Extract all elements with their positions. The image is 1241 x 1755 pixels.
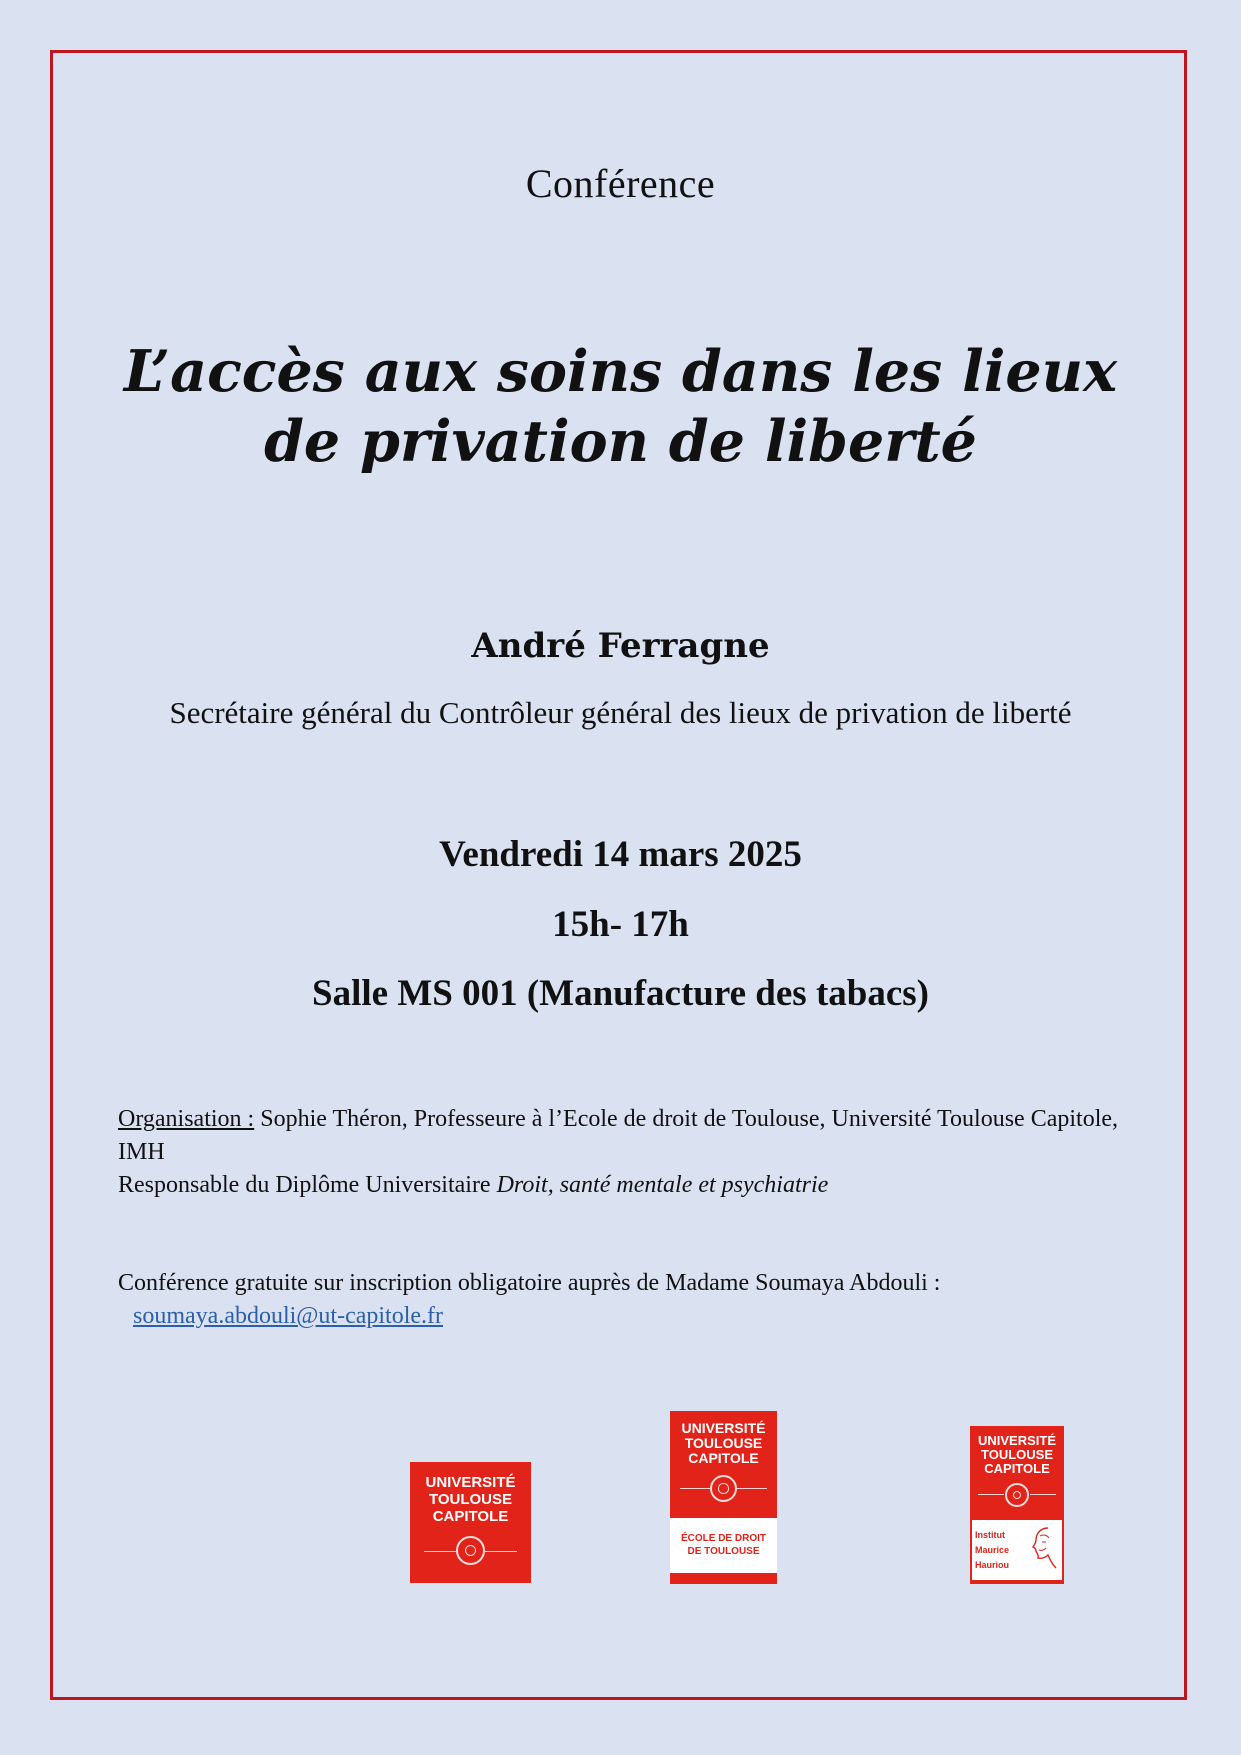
organisation-text: Sophie Théron, Professeure à l’Ecole de droit de Toulouse, Université Toulouse Capitole, IMH: [118, 1106, 1119, 1165]
ecole-de-droit-logo: [670, 1411, 777, 1584]
imh-label: Institut Maurice Hauriou: [972, 1520, 1062, 1580]
university-seal-icon: [710, 1475, 737, 1502]
ecole-de-droit-logo-wordmark: UNIVERSITÉ TOULOUSE CAPITOLE: [681, 1420, 766, 1466]
university-seal-icon: [456, 1536, 485, 1565]
event-place: Salle MS 001 (Manufacture des tabacs): [312, 973, 929, 1014]
imh-logo: [970, 1426, 1064, 1584]
diploma-prefix: Responsable du Diplôme Universitaire: [118, 1172, 497, 1198]
organisation-label: Organisation :: [118, 1106, 255, 1132]
logo-rule-right: [737, 1488, 767, 1489]
event-title-line-2: de privation de liberté: [264, 408, 977, 475]
diploma-name: Droit, santé mentale et psychiatrie: [496, 1172, 829, 1198]
event-type: Conférence: [525, 161, 716, 206]
logo-rule-left: [424, 1551, 456, 1552]
event-date: Vendredi 14 mars 2025: [439, 834, 802, 875]
logo-rule-left: [680, 1488, 710, 1489]
logo-rule-right: [1030, 1494, 1056, 1495]
imh-logo-wordmark: UNIVERSITÉ TOULOUSE CAPITOLE: [977, 1433, 1056, 1476]
logo-rule-left: [978, 1494, 1004, 1495]
hauriou-portrait-icon: [1028, 1524, 1058, 1572]
event-title-line-1: L’accès aux soins dans les lieux: [123, 338, 1118, 405]
speaker-role: Secrétaire général du Contrôleur général des lieux de privation de liberté: [169, 695, 1072, 730]
organisation-block: [118, 1103, 1138, 1202]
ut-capitole-logo-wordmark: UNIVERSITÉ TOULOUSE CAPITOLE: [425, 1474, 516, 1525]
ecole-de-droit-label: ÉCOLE DE DROIT DE TOULOUSE: [670, 1518, 777, 1573]
speaker-name: André Ferragne: [471, 626, 770, 666]
event-title: [0, 337, 1241, 477]
logo-rule-right: [485, 1551, 517, 1552]
university-seal-icon: [1005, 1483, 1029, 1507]
ut-capitole-logo: [410, 1462, 531, 1583]
event-time: 15h- 17h: [552, 904, 689, 945]
registration-block: [118, 1267, 1138, 1333]
registration-text: Conférence gratuite sur inscription obligatoire auprès de Madame Soumaya Abdouli :: [118, 1270, 941, 1296]
contact-email-link[interactable]: soumaya.abdouli@ut-capitole.fr: [133, 1303, 444, 1329]
